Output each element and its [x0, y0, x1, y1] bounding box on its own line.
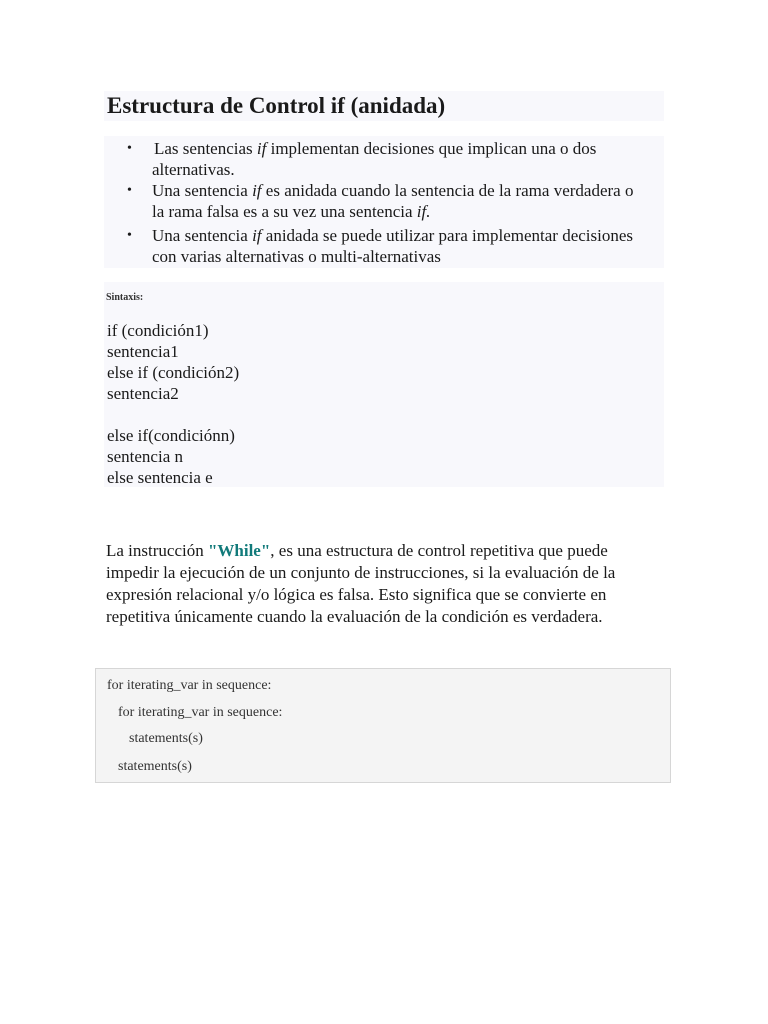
syntax-line: sentencia1: [107, 342, 179, 361]
bullet-emphasis: if: [252, 226, 262, 245]
syntax-line: sentencia2: [107, 384, 179, 403]
bullet-emphasis: if.: [416, 202, 431, 221]
paragraph-text: , es una estructura de control repetitiva que puede: [270, 541, 608, 560]
bullet-continuation: la rama falsa es a su vez una sentencia: [152, 202, 417, 221]
paragraph-line: impedir la ejecución de un conjunto de instrucciones, si la evaluación de la: [106, 563, 616, 582]
code-line: statements(s): [118, 759, 192, 774]
bullet-icon: •: [127, 183, 132, 198]
syntax-block: [104, 282, 664, 487]
list-item: [104, 138, 664, 180]
bullet-text: Una sentencia: [152, 181, 253, 200]
bullet-text: Una sentencia: [152, 226, 253, 245]
bullet-list-block: [104, 136, 664, 268]
syntax-line: sentencia n: [107, 447, 183, 466]
paragraph-line: expresión relacional y/o lógica es falsa. Esto significa que se convierte en: [106, 585, 607, 604]
bullet-list: [104, 138, 664, 267]
syntax-gap: [107, 404, 239, 425]
code-line: statements(s): [129, 731, 203, 746]
syntax-line: else sentencia e: [107, 468, 213, 487]
paragraph-text: La instrucción: [106, 541, 208, 560]
while-keyword: "While": [207, 541, 271, 560]
syntax-line: else if (condición2): [107, 363, 240, 382]
code-line: for iterating_var in sequence:: [107, 678, 272, 693]
bullet-text: Las sentencias: [154, 139, 257, 158]
bullet-text: es anidada cuando la sentencia de la rama verdadera o: [261, 181, 634, 200]
code-line: for iterating_var in sequence:: [118, 705, 283, 720]
bullet-emphasis: if: [256, 139, 267, 158]
list-item: [104, 225, 664, 267]
bullet-text: implementan decisiones que implican una o dos: [266, 139, 597, 158]
heading-block: [104, 91, 664, 121]
bullet-emphasis: if: [252, 181, 262, 200]
code-block: [95, 668, 671, 783]
bullet-icon: •: [127, 141, 132, 156]
bullet-continuation: con varias alternativas o multi-alternativas: [152, 247, 441, 266]
bullet-text: anidada se puede utilizar para implementar decisiones: [261, 226, 634, 245]
bullet-continuation: alternativas.: [152, 160, 235, 179]
list-item: [104, 180, 664, 222]
syntax-line: else if(condiciónn): [107, 426, 235, 445]
bullet-icon: •: [127, 228, 132, 243]
syntax-label: Sintaxis:: [106, 292, 144, 303]
while-paragraph: [106, 540, 666, 628]
paragraph-line: repetitiva únicamente cuando la evaluación de la condición es verdadera.: [106, 607, 603, 626]
syntax-code: [107, 320, 239, 488]
page-title: Estructura de Control if (anidada): [107, 93, 446, 118]
syntax-line: if (condición1): [107, 321, 209, 340]
